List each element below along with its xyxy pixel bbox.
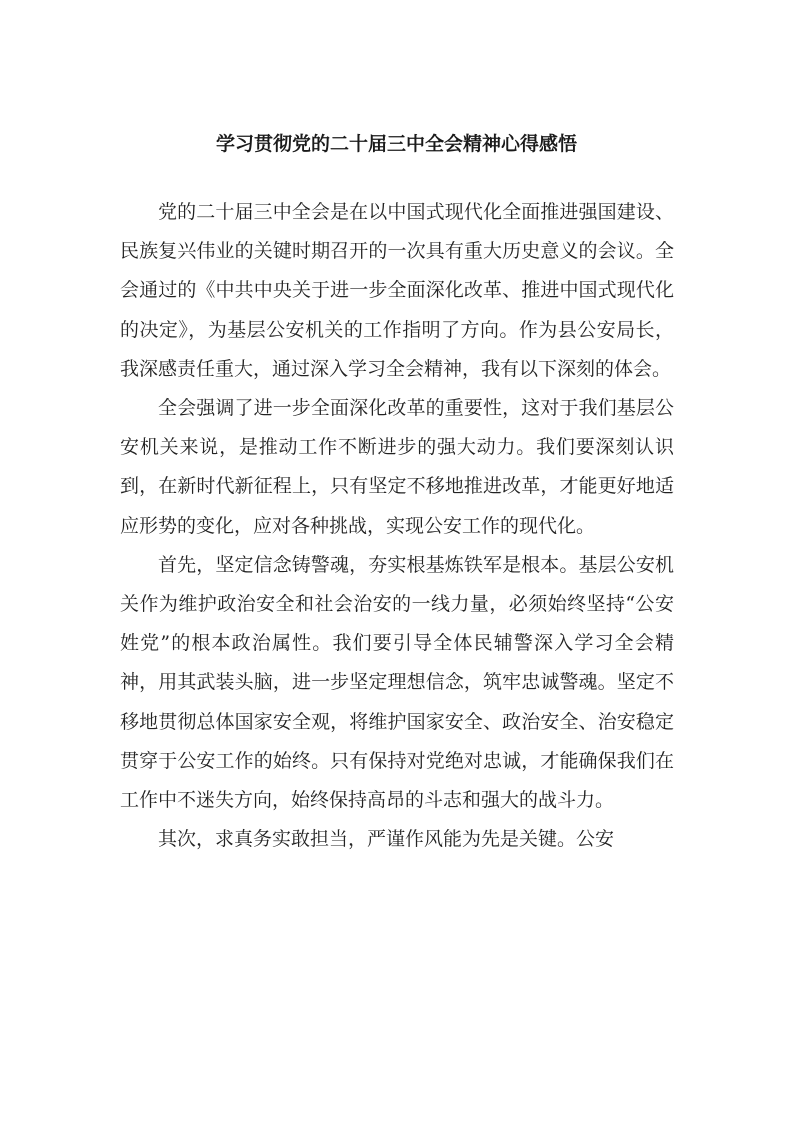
document-body [120,193,674,859]
paragraph-2: 全会强调了进一步全面深化改革的重要性，这对于我们基层公安机关来说，是推动工作不断进步的强大动力。我们要深刻认识到，在新时代新征程上，只有坚定不移地推进改革，才能更好地适应形势的变化，应对各种挑战，实现公安工作的现代化。 [120,397,674,537]
document-title: 学习贯彻党的二十届三中全会精神心得感悟 [215,133,577,155]
paragraph-3: 首先，坚定信念铸警魂，夯实根基炼铁军是根本。基层公安机关作为维护政治安全和社会治安的一线力量，必须始终坚持“公安姓党”的根本政治属性。我们要引导全体民辅警深入学习全会精神，用其武装头脑，进一步坚定理想信念，筑牢忠诚警魂。坚定不移地贯彻总体国家安全观，将维护国家安全、政治安全、治安稳定贯穿于公安工作的始终。只有保持对党绝对忠诚，才能确保我们在工作中不迷失方向，始终保持高昂的斗志和强大的战斗力。 [120,553,674,812]
paragraph-1: 党的二十届三中全会是在以中国式现代化全面推进强国建设、民族复兴伟业的关键时期召开的一次具有重大历史意义的会议。全会通过的《中共中央关于进一步全面深化改革、推进中国式现代化的决定》，为基层公安机关的工作指明了方向。作为县公安局长，我深感责任重大，通过深入学习全会精神，我有以下深刻的体会。 [120,201,674,380]
paragraph-4: 其次，求真务实敢担当，严谨作风能为先是关键。公安 [158,828,615,851]
